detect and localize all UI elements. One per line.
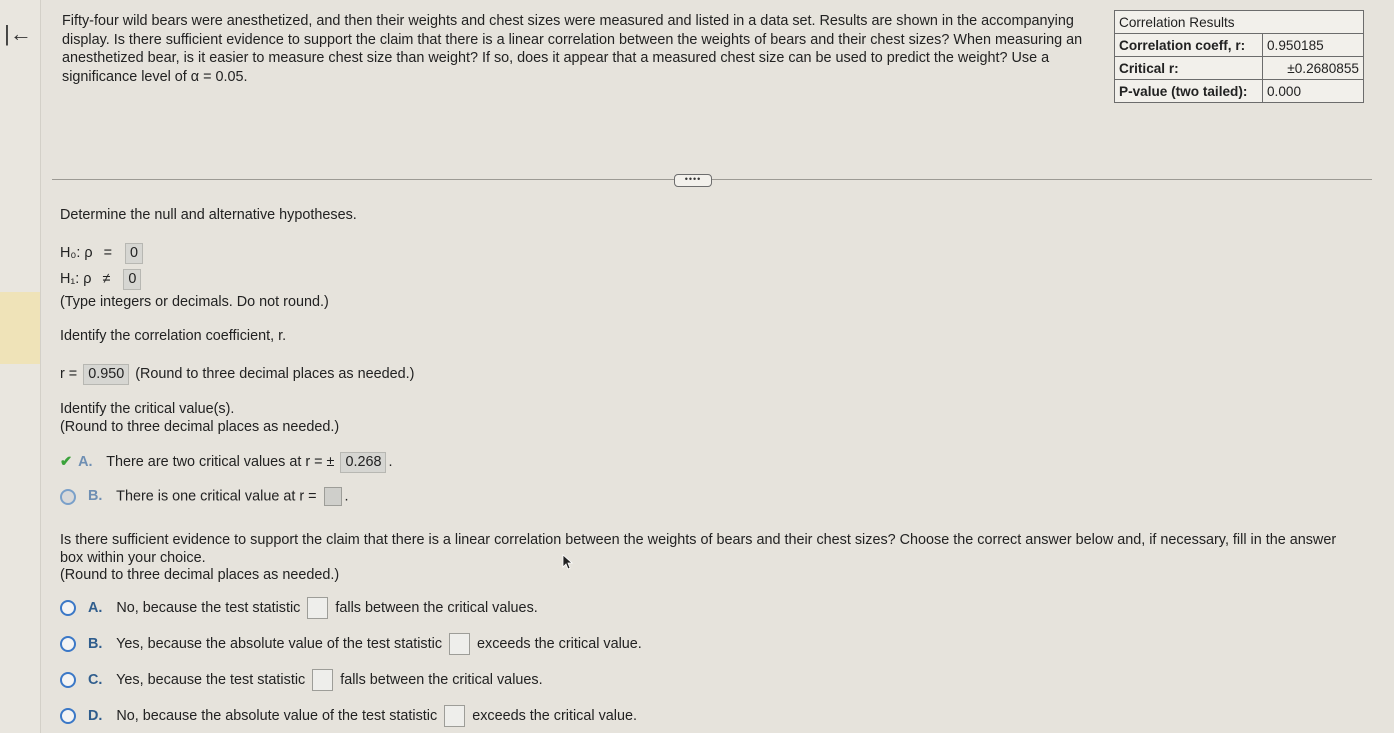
- question-text: Fifty-four wild bears were anesthetized, and then their weights and chest sizes were measured and listed in a data set. Results are shown in the accompanying display. Is there sufficient evidence to support the claim that there is a linear correlation between the weights of bears and their chest sizes? When measuring an anesthetized bear, is it easier to measure chest size than weight? If so, does it appear that a measured chest size can be used to predict the weight? Use a significance level of α = 0.05.: [62, 13, 1083, 85]
- results-value: ±0.2680855: [1263, 57, 1364, 80]
- answer-input[interactable]: [312, 669, 333, 691]
- option-letter: A.: [88, 599, 103, 616]
- h1-value[interactable]: 0: [123, 269, 141, 290]
- option-text: exceeds the critical value.: [472, 707, 637, 724]
- h0-label: H₀: ρ: [60, 245, 93, 261]
- coefficient-note: (Round to three decimal places as needed.): [135, 366, 415, 382]
- option-letter: B.: [88, 635, 103, 652]
- critical-note: (Round to three decimal places as needed.): [60, 419, 340, 435]
- evidence-note: (Round to three decimal places as needed.): [60, 567, 340, 583]
- hypotheses-prompt: Determine the null and alternative hypotheses.: [60, 207, 357, 223]
- coefficient-prompt: Identify the correlation coefficient, r.: [60, 328, 287, 344]
- results-label: Correlation coeff, r:: [1115, 34, 1263, 57]
- alt-hypothesis: [60, 269, 143, 290]
- checkmark-icon: ✔: [60, 454, 73, 470]
- back-arrow-icon[interactable]: |←: [4, 21, 32, 46]
- radio-button[interactable]: [60, 489, 76, 505]
- critical-option-b[interactable]: B. There is one critical value at r = .: [60, 487, 349, 506]
- radio-button[interactable]: [60, 600, 76, 616]
- results-title: Correlation Results: [1115, 11, 1364, 34]
- critical-b-input[interactable]: [324, 487, 342, 506]
- option-text: Yes, because the test statistic: [116, 671, 306, 688]
- null-hypothesis: [60, 243, 145, 264]
- h1-label: H₁: ρ: [60, 271, 92, 287]
- option-text: There is one critical value at r =: [116, 488, 317, 505]
- option-text: No, because the absolute value of the test statistic: [116, 707, 438, 724]
- results-value: 0.000: [1263, 80, 1364, 103]
- section-divider: [52, 179, 1372, 180]
- evidence-choice-a[interactable]: [60, 597, 538, 619]
- option-text: falls between the critical values.: [335, 599, 538, 616]
- evidence-choice-b[interactable]: [60, 633, 642, 655]
- mouse-cursor-icon: [562, 554, 574, 570]
- option-letter: A.: [78, 454, 93, 470]
- option-letter: C.: [88, 671, 103, 688]
- critical-prompt: Identify the critical value(s).: [60, 401, 235, 417]
- left-rail: [0, 0, 41, 733]
- results-value: 0.950185: [1263, 34, 1364, 57]
- coefficient-answer: [60, 364, 414, 385]
- h0-operator[interactable]: =: [103, 245, 112, 261]
- radio-button[interactable]: [60, 636, 76, 652]
- answer-input[interactable]: [307, 597, 328, 619]
- hypotheses-note: (Type integers or decimals. Do not round.): [60, 294, 329, 310]
- expand-button[interactable]: ••••: [674, 174, 712, 187]
- coefficient-prefix: r =: [60, 366, 78, 382]
- option-text: No, because the test statistic: [116, 599, 301, 616]
- critical-option-a[interactable]: ✔ A. There are two critical values at r = ± 0.268 .: [60, 452, 392, 473]
- h0-value[interactable]: 0: [125, 243, 143, 264]
- correlation-results-table: [1114, 10, 1364, 103]
- critical-a-value[interactable]: 0.268: [340, 452, 386, 473]
- coefficient-value[interactable]: 0.950: [83, 364, 129, 385]
- answer-input[interactable]: [444, 705, 465, 727]
- question-marker: [0, 292, 40, 364]
- radio-button[interactable]: [60, 708, 76, 724]
- evidence-choice-c[interactable]: [60, 669, 543, 691]
- evidence-choice-d[interactable]: [60, 705, 637, 727]
- answer-input[interactable]: [449, 633, 470, 655]
- h1-operator[interactable]: ≠: [102, 271, 111, 287]
- option-text: falls between the critical values.: [340, 671, 543, 688]
- evidence-prompt: Is there sufficient evidence to support the claim that there is a linear correlation between the weights of bears and their chest sizes? Choose the correct answer below and, if necessary, fill in the answer box within your choice.: [60, 532, 1337, 566]
- option-text: Yes, because the absolute value of the test statistic: [116, 635, 443, 652]
- option-letter: B.: [88, 488, 103, 505]
- option-text: exceeds the critical value.: [477, 635, 642, 652]
- option-letter: D.: [88, 707, 103, 724]
- results-label: Critical r:: [1115, 57, 1263, 80]
- option-text: There are two critical values at r = ±: [106, 454, 335, 470]
- radio-button[interactable]: [60, 672, 76, 688]
- results-label: P-value (two tailed):: [1115, 80, 1263, 103]
